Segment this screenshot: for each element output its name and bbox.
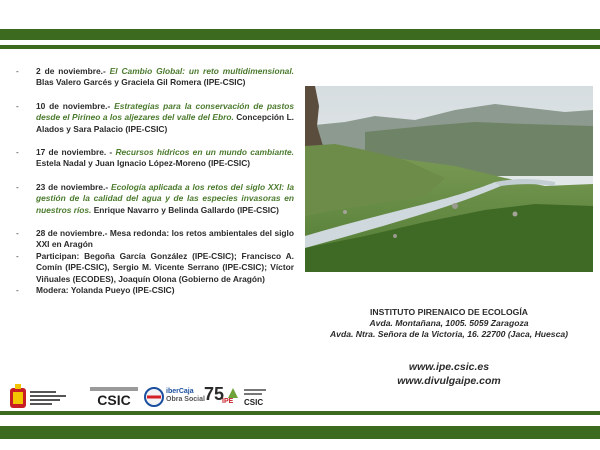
bottom-band-thin xyxy=(0,411,600,415)
ibercaja-emblem-icon xyxy=(144,386,164,408)
event-date: 17 de noviembre. - xyxy=(36,147,113,158)
bullet: - xyxy=(16,285,19,296)
event-speakers: Enrique Navarro y Belinda Gallardo (IPE-CSIC) xyxy=(93,204,279,215)
participants-row xyxy=(16,251,294,285)
bullet: - xyxy=(16,228,19,239)
event-title: Recursos hídricos en un mundo cambiante. xyxy=(115,147,294,158)
government-crest-icon xyxy=(8,384,28,410)
moderator-row xyxy=(16,285,294,296)
website-links xyxy=(305,361,593,388)
participants-label: Participan: xyxy=(36,250,80,261)
event-speakers: Concepción L. Alados y Sara Palacio (IPE-CSIC) xyxy=(36,112,295,134)
link-ipe[interactable]: www.ipe.csic.es xyxy=(408,361,490,373)
bullet: - xyxy=(16,181,19,192)
institute-address-zaragoza: Avda. Montañana, 1005. 5059 Zaragoza xyxy=(369,318,529,328)
event-date: 10 de noviembre.- xyxy=(36,100,111,111)
top-band-thin xyxy=(0,45,600,49)
bullet: - xyxy=(16,147,19,158)
roundtable xyxy=(16,228,294,296)
ipe-text-icon xyxy=(244,388,266,398)
ipe-csic-label: CSIC xyxy=(244,398,264,407)
ibercaja-obra-social: Obra Social xyxy=(166,396,205,403)
event-speakers: Blas Valero Garcés y Graciela Gil Romera (IPE-CSIC) xyxy=(36,77,246,88)
event-title: Estrategias para la conservación de pastos desde el Pirineo a los aljezares del valle del Ebro. xyxy=(36,100,295,123)
moderator-text: Yolanda Pueyo (IPE-CSIC) xyxy=(70,285,175,296)
anniversary-number: 75 xyxy=(204,384,225,404)
sponsor-logos xyxy=(8,384,298,410)
csic-logo-icon xyxy=(90,386,138,410)
bullet: - xyxy=(16,66,19,76)
landscape-photo xyxy=(305,86,593,272)
moderator-label: Modera: xyxy=(36,285,69,296)
event-title: Ecología aplicada a los retos del siglo XXI: la gestión de la calidad del agua y de las especies invasoras en nuestros ríos. xyxy=(36,181,295,215)
ibercaja-name: iberCaja xyxy=(166,388,194,395)
bottom-band-thick xyxy=(0,426,600,439)
ipe-label: IPE xyxy=(222,398,234,405)
ministry-text-icon xyxy=(30,390,70,406)
event-item xyxy=(16,101,294,135)
roundtable-title-row xyxy=(16,228,294,251)
institute-address-jaca: Avda. Ntra. Señora de la Victoria, 16. 22700 (Jaca, Huesca) xyxy=(329,329,569,339)
csic-logo-text: CSIC xyxy=(97,392,131,408)
bullet: - xyxy=(16,250,19,261)
events-list xyxy=(16,66,294,297)
event-item xyxy=(16,147,294,170)
top-band-thick xyxy=(0,29,600,40)
roundtable-title: 28 de noviembre.- Mesa redonda: los retos ambientales del siglo XXI en Aragón xyxy=(36,228,294,250)
event-date: 23 de noviembre.- xyxy=(36,181,109,192)
institute-name: INSTITUTO PIRENAICO DE ECOLOGÍA xyxy=(370,307,528,317)
link-divulgaipe[interactable]: www.divulgaipe.com xyxy=(397,374,501,387)
participants-text: Begoña García González (IPE-CSIC); Francisco A. Comín (IPE-CSIC), Sergio M. Vicente Serrano (IPE-CSIC); Víctor Viñuales (ECODES), Joaquín Olona (Gobierno de Aragón) xyxy=(36,250,294,284)
event-speakers: Estela Nadal y Juan Ignacio López-Moreno (IPE-CSIC) xyxy=(36,158,251,169)
institute-info xyxy=(305,307,593,340)
event-item xyxy=(16,182,294,216)
event-item xyxy=(16,66,294,89)
ibercaja-text xyxy=(166,388,205,404)
event-date: 2 de noviembre.- xyxy=(36,66,106,76)
bullet: - xyxy=(16,100,19,111)
event-title: El Cambio Global: un reto multidimensional. xyxy=(109,66,294,76)
